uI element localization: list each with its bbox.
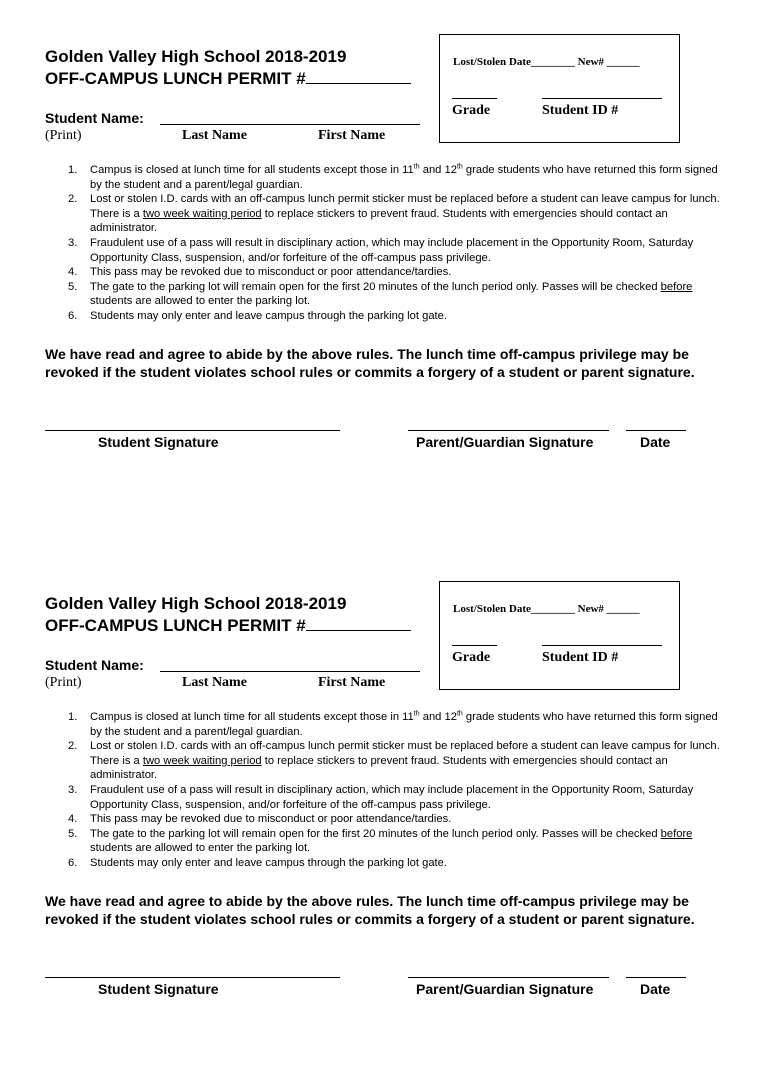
date-label: Date xyxy=(640,981,671,997)
grade-label: Grade xyxy=(452,103,491,118)
rule-number: 6. xyxy=(68,309,78,322)
student-id-blank[interactable] xyxy=(542,645,662,646)
print-label: (Print) xyxy=(45,128,82,143)
permit-number-blank[interactable] xyxy=(306,616,411,631)
rule-number: 5. xyxy=(68,827,78,840)
rule-item: 1. Campus is closed at lunch time for all students except those in 11th and 12th grade students who have returned this form signed by the student and a parent/legal guardian. xyxy=(68,163,718,191)
rule-item: 5. The gate to the parking lot will remain open for the first 20 minutes of the lunch period only. Passes will be checked before students are allowed to enter the parking lot. xyxy=(68,280,693,308)
parent-signature-label: Parent/Guardian Signature xyxy=(416,434,594,450)
permit-title: OFF-CAMPUS LUNCH PERMIT # xyxy=(45,616,306,635)
rule-number: 2. xyxy=(68,740,78,753)
grade-blank[interactable] xyxy=(452,98,497,99)
rule-item: 4. This pass may be revoked due to misconduct or poor attendance/tardies. xyxy=(68,813,452,826)
rule-number: 1. xyxy=(68,164,78,176)
permit-form-top xyxy=(0,0,770,520)
rule-number: 2. xyxy=(68,193,78,206)
permit-title-line xyxy=(45,616,411,636)
student-signature-line[interactable] xyxy=(45,430,340,431)
parent-signature-label: Parent/Guardian Signature xyxy=(416,981,594,997)
student-id-label: Student ID # xyxy=(542,650,619,665)
print-label: (Print) xyxy=(45,675,82,690)
lost-stolen-label: Lost/Stolen Date________ New# ______ xyxy=(453,603,640,615)
student-signature-label: Student Signature xyxy=(98,981,219,997)
date-line[interactable] xyxy=(626,430,686,431)
rule-number: 4. xyxy=(68,813,78,826)
rule-item: 3. Fraudulent use of a pass will result in disciplinary action, which may include placement in the Opportunity Room, Saturday Opportunity Class, suspension, and/or forfeiture of the off-campus pass privilege. xyxy=(68,783,694,811)
rules-list xyxy=(62,163,732,324)
rule-number: 3. xyxy=(68,236,78,249)
rule-item: 5. The gate to the parking lot will remain open for the first 20 minutes of the lunch period only. Passes will be checked before students are allowed to enter the parking lot. xyxy=(68,827,693,855)
parent-signature-line[interactable] xyxy=(408,977,609,978)
date-line[interactable] xyxy=(626,977,686,978)
first-name-label: First Name xyxy=(318,128,386,143)
student-name-blank[interactable] xyxy=(160,124,420,125)
parent-signature-line[interactable] xyxy=(408,430,609,431)
rule-number: 5. xyxy=(68,280,78,293)
office-use-box xyxy=(439,34,680,143)
office-use-box xyxy=(439,581,680,690)
student-name-blank[interactable] xyxy=(160,671,420,672)
grade-label: Grade xyxy=(452,650,491,665)
rule-item: 2. Lost or stolen I.D. cards with an off-campus lunch permit sticker must be replaced before a student can leave campus for lunch. There is a two week waiting period to replace stickers to prevent fraud. Students with emergencies should contact an administrator. xyxy=(68,193,720,235)
student-name-label: Student Name: xyxy=(45,657,144,673)
rule-item: 2. Lost or stolen I.D. cards with an off-campus lunch permit sticker must be replaced before a student can leave campus for lunch. There is a two week waiting period to replace stickers to prevent fraud. Students with emergencies should contact an administrator. xyxy=(68,740,720,782)
rule-number: 3. xyxy=(68,783,78,796)
permit-number-blank[interactable] xyxy=(306,69,411,84)
school-title: Golden Valley High School 2018-2019 xyxy=(45,594,347,613)
agreement-statement: We have read and agree to abide by the above rules. The lunch time off-campus privilege may be revoked if the student violates school rules or commits a forgery of a student or parent signature. xyxy=(45,893,695,927)
date-label: Date xyxy=(640,434,671,450)
rule-item: 1. Campus is closed at lunch time for all students except those in 11th and 12th grade students who have returned this form signed by the student and a parent/legal guardian. xyxy=(68,710,718,738)
permit-title-line xyxy=(45,69,411,89)
student-id-label: Student ID # xyxy=(542,103,619,118)
rule-item: 4. This pass may be revoked due to misconduct or poor attendance/tardies. xyxy=(68,266,452,279)
student-id-blank[interactable] xyxy=(542,98,662,99)
student-name-label: Student Name: xyxy=(45,110,144,126)
permit-title: OFF-CAMPUS LUNCH PERMIT # xyxy=(45,69,306,88)
agreement-statement: We have read and agree to abide by the above rules. The lunch time off-campus privilege may be revoked if the student violates school rules or commits a forgery of a student or parent signature. xyxy=(45,346,695,380)
rule-number: 4. xyxy=(68,266,78,279)
rule-number: 1. xyxy=(68,711,78,723)
student-signature-label: Student Signature xyxy=(98,434,219,450)
rule-item: 6. Students may only enter and leave campus through the parking lot gate. xyxy=(68,309,447,322)
permit-form-bottom xyxy=(0,547,770,1067)
student-signature-line[interactable] xyxy=(45,977,340,978)
first-name-label: First Name xyxy=(318,675,386,690)
rule-item: 6. Students may only enter and leave campus through the parking lot gate. xyxy=(68,856,447,869)
rule-number: 6. xyxy=(68,856,78,869)
rules-list xyxy=(62,710,732,871)
school-title: Golden Valley High School 2018-2019 xyxy=(45,47,347,66)
rule-item: 3. Fraudulent use of a pass will result in disciplinary action, which may include placement in the Opportunity Room, Saturday Opportunity Class, suspension, and/or forfeiture of the off-campus pass privilege. xyxy=(68,236,694,264)
last-name-label: Last Name xyxy=(182,675,247,690)
lost-stolen-label: Lost/Stolen Date________ New# ______ xyxy=(453,56,640,68)
grade-blank[interactable] xyxy=(452,645,497,646)
last-name-label: Last Name xyxy=(182,128,247,143)
